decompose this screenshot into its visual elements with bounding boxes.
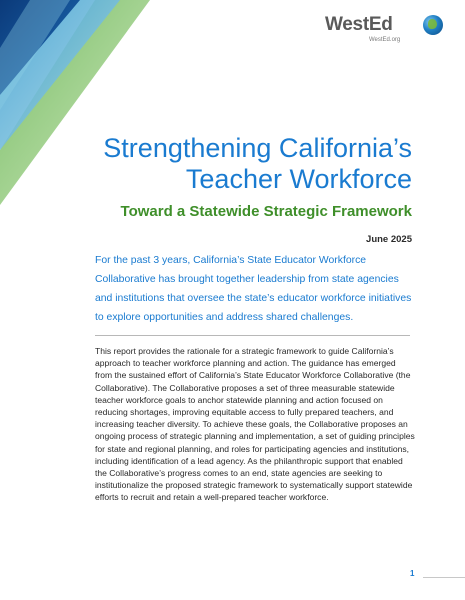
section-divider	[95, 335, 410, 336]
footer-rule	[423, 577, 465, 578]
logo-url: WestEd.org	[369, 37, 401, 43]
page-title: Strengthening California’s Teacher Workforce	[103, 133, 412, 194]
body-paragraph: This report provides the rationale for a strategic framework to guide California’s approach to teacher workforce planning and action. The guidance has emerged from the sustained effort of California’s State Educator Workforce Collaborative (the Collaborative). The Collaborative proposes a set of three measurable statewide teacher workforce goals to anchor statewide planning and action focused on reducing shortages, improving equitable access to fully prepared teachers, and increasing teacher diversity. To achieve these goals, the Collaborative proposes an ongoing process of strategic planning and implementation, a set of guiding principles for state and regional planning, and roles for participating agencies and institutions, including identification of a lead agency. As the philanthropic support that enabled the Collaborative’s progress comes to an end, state agencies are seeking to institutionalize the proposed strategic framework to systematically support statewide efforts to recruit and retain a well-prepared teacher workforce.	[95, 346, 415, 503]
page-subtitle: Toward a Statewide Strategic Framework	[120, 203, 412, 220]
page-number: 1	[410, 569, 415, 578]
globe-icon	[423, 15, 443, 35]
wested-logo[interactable]	[325, 14, 445, 50]
publication-date: June 2025	[366, 234, 412, 245]
logo-wordmark: WestEd	[325, 14, 393, 35]
intro-paragraph: For the past 3 years, California’s State Educator Workforce Collaborative has brought together leadership from state agencies and institutions that oversee the state’s educator workforce initiatives to explore opportunities and address shared challenges.	[95, 255, 412, 323]
